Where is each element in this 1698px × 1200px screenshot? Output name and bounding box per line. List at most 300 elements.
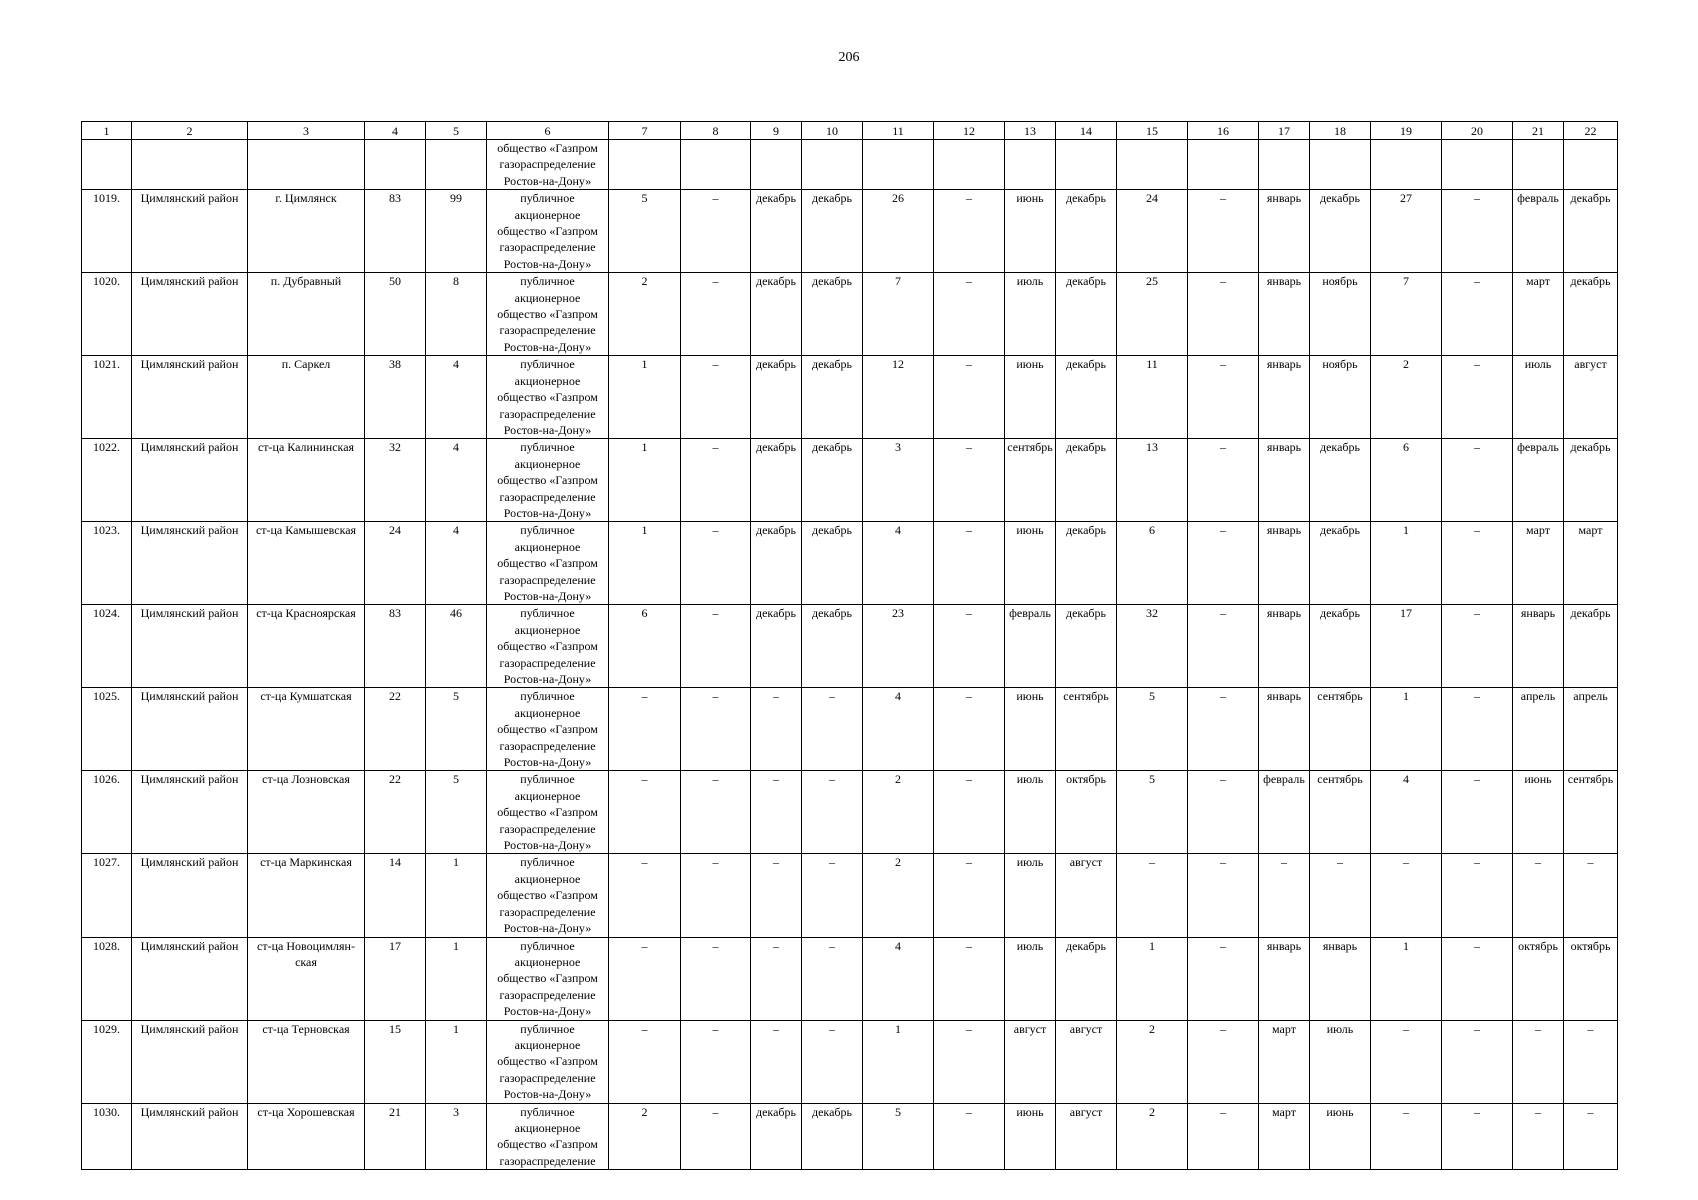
column-number-19: 19 <box>1371 122 1442 140</box>
cell-col-11: 4 <box>863 937 934 1020</box>
cell-col-13: август <box>1005 1020 1056 1103</box>
cell-col-6: публичное акционерное общество «Газпром газораспределение Ростов-на-Дону» <box>487 937 609 1020</box>
cell-col-15: 32 <box>1117 605 1188 688</box>
cell-col-22: октябрь <box>1564 937 1618 1020</box>
cell-col-7: – <box>609 937 681 1020</box>
cell-col-16: – <box>1188 439 1259 522</box>
cell-col-9: декабрь <box>751 1103 802 1170</box>
cell-col-15: 5 <box>1117 771 1188 854</box>
cell-col-4: 17 <box>365 937 426 1020</box>
cell-col-12: – <box>934 854 1005 937</box>
cell-col-16: – <box>1188 273 1259 356</box>
cell-col-3: г. Цимлянск <box>248 190 365 273</box>
cell-col-19: 1 <box>1371 688 1442 771</box>
cell-col-15: 25 <box>1117 273 1188 356</box>
cell-col-4: 32 <box>365 439 426 522</box>
cell-col-9: – <box>751 854 802 937</box>
cell-col-14: сентябрь <box>1056 688 1117 771</box>
cell-col-8 <box>681 140 751 190</box>
cell-col-5: 3 <box>426 1103 487 1170</box>
cell-col-3: п. Саркел <box>248 356 365 439</box>
cell-col-22: март <box>1564 522 1618 605</box>
cell-col-14: декабрь <box>1056 273 1117 356</box>
cell-col-11: 26 <box>863 190 934 273</box>
cell-col-21: июнь <box>1513 771 1564 854</box>
cell-col-13: июнь <box>1005 688 1056 771</box>
cell-col-7: – <box>609 1020 681 1103</box>
table-body <box>82 140 1618 1170</box>
cell-col-5: 4 <box>426 522 487 605</box>
table-row <box>82 937 1618 1020</box>
cell-col-6: публичное акционерное общество «Газпром газораспределение <box>487 1103 609 1170</box>
cell-col-17: январь <box>1259 356 1310 439</box>
cell-col-4 <box>365 140 426 190</box>
cell-col-17 <box>1259 140 1310 190</box>
cell-col-19: 7 <box>1371 273 1442 356</box>
column-number-21: 21 <box>1513 122 1564 140</box>
cell-col-15: 5 <box>1117 688 1188 771</box>
cell-col-13 <box>1005 140 1056 190</box>
cell-col-3: ст-ца Калининская <box>248 439 365 522</box>
cell-col-16 <box>1188 140 1259 190</box>
cell-col-21: – <box>1513 1020 1564 1103</box>
cell-col-12: – <box>934 273 1005 356</box>
cell-col-13: июнь <box>1005 522 1056 605</box>
cell-col-2: Цимлянский район <box>132 854 248 937</box>
cell-col-17: март <box>1259 1103 1310 1170</box>
cell-col-2: Цимлянский район <box>132 771 248 854</box>
cell-col-11: 1 <box>863 1020 934 1103</box>
cell-col-4: 83 <box>365 605 426 688</box>
cell-col-18: ноябрь <box>1310 356 1371 439</box>
cell-col-10: – <box>802 688 863 771</box>
cell-col-2: Цимлянский район <box>132 356 248 439</box>
cell-col-7: 2 <box>609 1103 681 1170</box>
cell-col-6: публичное акционерное общество «Газпром газораспределение Ростов-на-Дону» <box>487 688 609 771</box>
cell-col-16: – <box>1188 605 1259 688</box>
table-row <box>82 854 1618 937</box>
cell-col-20: – <box>1442 522 1513 605</box>
cell-col-5: 1 <box>426 1020 487 1103</box>
cell-col-11: 4 <box>863 522 934 605</box>
cell-col-5: 99 <box>426 190 487 273</box>
table-row <box>82 688 1618 771</box>
column-number-5: 5 <box>426 122 487 140</box>
cell-col-9: – <box>751 688 802 771</box>
cell-col-4: 22 <box>365 688 426 771</box>
cell-col-17: январь <box>1259 937 1310 1020</box>
cell-col-6: публичное акционерное общество «Газпром газораспределение Ростов-на-Дону» <box>487 771 609 854</box>
cell-col-5: 46 <box>426 605 487 688</box>
cell-col-18: сентябрь <box>1310 688 1371 771</box>
cell-col-9: – <box>751 1020 802 1103</box>
table-row <box>82 605 1618 688</box>
cell-col-18: июнь <box>1310 1103 1371 1170</box>
cell-col-14: октябрь <box>1056 771 1117 854</box>
cell-col-10 <box>802 140 863 190</box>
table-row <box>82 1020 1618 1103</box>
cell-col-12: – <box>934 937 1005 1020</box>
cell-col-8: – <box>681 688 751 771</box>
cell-col-4: 22 <box>365 771 426 854</box>
cell-col-6: публичное акционерное общество «Газпром газораспределение Ростов-на-Дону» <box>487 190 609 273</box>
column-number-20: 20 <box>1442 122 1513 140</box>
cell-col-19 <box>1371 140 1442 190</box>
cell-col-8: – <box>681 937 751 1020</box>
cell-col-16: – <box>1188 854 1259 937</box>
cell-col-16: – <box>1188 937 1259 1020</box>
column-number-4: 4 <box>365 122 426 140</box>
cell-col-21: – <box>1513 854 1564 937</box>
cell-col-7: 1 <box>609 522 681 605</box>
cell-col-3: п. Дубравный <box>248 273 365 356</box>
cell-col-14: декабрь <box>1056 522 1117 605</box>
cell-col-18: декабрь <box>1310 439 1371 522</box>
cell-col-2: Цимлянский район <box>132 522 248 605</box>
cell-col-20: – <box>1442 605 1513 688</box>
cell-col-3: ст-ца Лозновская <box>248 771 365 854</box>
cell-col-18 <box>1310 140 1371 190</box>
data-table <box>81 121 1618 1170</box>
cell-col-20: – <box>1442 771 1513 854</box>
cell-col-3: ст-ца Маркинская <box>248 854 365 937</box>
cell-col-15: 1 <box>1117 937 1188 1020</box>
column-number-3: 3 <box>248 122 365 140</box>
cell-col-4: 38 <box>365 356 426 439</box>
cell-col-18: июль <box>1310 1020 1371 1103</box>
cell-col-1: 1025. <box>82 688 132 771</box>
cell-col-13: сентябрь <box>1005 439 1056 522</box>
cell-col-14: декабрь <box>1056 439 1117 522</box>
cell-col-7: – <box>609 854 681 937</box>
cell-col-6: публичное акционерное общество «Газпром газораспределение Ростов-на-Дону» <box>487 854 609 937</box>
cell-col-19: 1 <box>1371 937 1442 1020</box>
cell-col-10: декабрь <box>802 356 863 439</box>
cell-col-10: декабрь <box>802 522 863 605</box>
cell-col-1: 1028. <box>82 937 132 1020</box>
cell-col-9: декабрь <box>751 190 802 273</box>
cell-col-20: – <box>1442 1103 1513 1170</box>
cell-col-11: 4 <box>863 688 934 771</box>
cell-col-16: – <box>1188 190 1259 273</box>
cell-col-16: – <box>1188 771 1259 854</box>
cell-col-11: 7 <box>863 273 934 356</box>
cell-col-8: – <box>681 1103 751 1170</box>
cell-col-9: – <box>751 937 802 1020</box>
table-row <box>82 522 1618 605</box>
cell-col-12: – <box>934 771 1005 854</box>
cell-col-22 <box>1564 140 1618 190</box>
column-number-row <box>82 122 1618 140</box>
cell-col-18: декабрь <box>1310 190 1371 273</box>
cell-col-10: декабрь <box>802 190 863 273</box>
cell-col-20: – <box>1442 688 1513 771</box>
cell-col-3: ст-ца Терновская <box>248 1020 365 1103</box>
cell-col-14: декабрь <box>1056 605 1117 688</box>
cell-col-22: декабрь <box>1564 273 1618 356</box>
cell-col-2: Цимлянский район <box>132 688 248 771</box>
cell-col-19: – <box>1371 1020 1442 1103</box>
cell-col-16: – <box>1188 688 1259 771</box>
column-number-17: 17 <box>1259 122 1310 140</box>
cell-col-4: 83 <box>365 190 426 273</box>
cell-col-8: – <box>681 356 751 439</box>
cell-col-18: сентябрь <box>1310 771 1371 854</box>
cell-col-4: 50 <box>365 273 426 356</box>
cell-col-2: Цимлянский район <box>132 605 248 688</box>
cell-col-13: июнь <box>1005 190 1056 273</box>
cell-col-20 <box>1442 140 1513 190</box>
cell-col-7: – <box>609 771 681 854</box>
cell-col-1: 1021. <box>82 356 132 439</box>
cell-col-3: ст-ца Красноярская <box>248 605 365 688</box>
cell-col-8: – <box>681 273 751 356</box>
cell-col-2: Цимлянский район <box>132 1020 248 1103</box>
table-row <box>82 273 1618 356</box>
cell-col-22: – <box>1564 1020 1618 1103</box>
cell-col-18: ноябрь <box>1310 273 1371 356</box>
cell-col-1: 1020. <box>82 273 132 356</box>
cell-col-6: публичное акционерное общество «Газпром газораспределение Ростов-на-Дону» <box>487 356 609 439</box>
cell-col-13: февраль <box>1005 605 1056 688</box>
cell-col-21: март <box>1513 273 1564 356</box>
cell-col-12: – <box>934 190 1005 273</box>
cell-col-10: декабрь <box>802 605 863 688</box>
cell-col-12: – <box>934 356 1005 439</box>
cell-col-11: 23 <box>863 605 934 688</box>
cell-col-1 <box>82 140 132 190</box>
cell-col-8: – <box>681 605 751 688</box>
cell-col-14: декабрь <box>1056 937 1117 1020</box>
cell-col-20: – <box>1442 356 1513 439</box>
cell-col-17: январь <box>1259 273 1310 356</box>
cell-col-1: 1027. <box>82 854 132 937</box>
cell-col-9: декабрь <box>751 605 802 688</box>
cell-col-21: февраль <box>1513 190 1564 273</box>
column-number-18: 18 <box>1310 122 1371 140</box>
cell-col-3 <box>248 140 365 190</box>
cell-col-13: июль <box>1005 937 1056 1020</box>
cell-col-22: апрель <box>1564 688 1618 771</box>
cell-col-8: – <box>681 1020 751 1103</box>
cell-col-9: – <box>751 771 802 854</box>
cell-col-22: декабрь <box>1564 439 1618 522</box>
cell-col-2: Цимлянский район <box>132 273 248 356</box>
cell-col-22: август <box>1564 356 1618 439</box>
cell-col-12: – <box>934 688 1005 771</box>
cell-col-20: – <box>1442 190 1513 273</box>
cell-col-17: февраль <box>1259 771 1310 854</box>
cell-col-12: – <box>934 522 1005 605</box>
cell-col-6: публичное акционерное общество «Газпром газораспределение Ростов-на-Дону» <box>487 1020 609 1103</box>
cell-col-15: 2 <box>1117 1020 1188 1103</box>
cell-col-17: январь <box>1259 688 1310 771</box>
cell-col-16: – <box>1188 356 1259 439</box>
cell-col-20: – <box>1442 1020 1513 1103</box>
cell-col-19: 6 <box>1371 439 1442 522</box>
column-number-6: 6 <box>487 122 609 140</box>
cell-col-9 <box>751 140 802 190</box>
cell-col-21: октябрь <box>1513 937 1564 1020</box>
column-number-1: 1 <box>82 122 132 140</box>
cell-col-17: январь <box>1259 190 1310 273</box>
cell-col-1: 1024. <box>82 605 132 688</box>
cell-col-3: ст-ца Новоцимлян-ская <box>248 937 365 1020</box>
column-number-12: 12 <box>934 122 1005 140</box>
cell-col-11 <box>863 140 934 190</box>
cell-col-1: 1029. <box>82 1020 132 1103</box>
cell-col-8: – <box>681 190 751 273</box>
cell-col-10: – <box>802 937 863 1020</box>
cell-col-22: сентябрь <box>1564 771 1618 854</box>
cell-col-1: 1030. <box>82 1103 132 1170</box>
cell-col-22: декабрь <box>1564 190 1618 273</box>
cell-col-19: 1 <box>1371 522 1442 605</box>
cell-col-17: январь <box>1259 522 1310 605</box>
cell-col-12: – <box>934 605 1005 688</box>
cell-col-10: декабрь <box>802 439 863 522</box>
cell-col-14: август <box>1056 854 1117 937</box>
cell-col-5: 1 <box>426 854 487 937</box>
cell-col-20: – <box>1442 854 1513 937</box>
cell-col-5: 4 <box>426 439 487 522</box>
table-row <box>82 190 1618 273</box>
cell-col-15: 13 <box>1117 439 1188 522</box>
table-row <box>82 771 1618 854</box>
column-number-9: 9 <box>751 122 802 140</box>
cell-col-3: ст-ца Кумшатская <box>248 688 365 771</box>
cell-col-4: 15 <box>365 1020 426 1103</box>
cell-col-19: 2 <box>1371 356 1442 439</box>
cell-col-2: Цимлянский район <box>132 439 248 522</box>
column-number-15: 15 <box>1117 122 1188 140</box>
cell-col-4: 24 <box>365 522 426 605</box>
cell-col-14: декабрь <box>1056 190 1117 273</box>
cell-col-2: Цимлянский район <box>132 937 248 1020</box>
table-row <box>82 439 1618 522</box>
cell-col-21: апрель <box>1513 688 1564 771</box>
cell-col-13: июнь <box>1005 1103 1056 1170</box>
column-number-14: 14 <box>1056 122 1117 140</box>
cell-col-10: – <box>802 1020 863 1103</box>
column-number-2: 2 <box>132 122 248 140</box>
column-number-13: 13 <box>1005 122 1056 140</box>
cell-col-7: 2 <box>609 273 681 356</box>
cell-col-7: 1 <box>609 356 681 439</box>
cell-col-1: 1023. <box>82 522 132 605</box>
column-number-22: 22 <box>1564 122 1618 140</box>
cell-col-5: 5 <box>426 771 487 854</box>
cell-col-13: июль <box>1005 854 1056 937</box>
cell-col-6: публичное акционерное общество «Газпром газораспределение Ростов-на-Дону» <box>487 439 609 522</box>
cell-col-12: – <box>934 439 1005 522</box>
cell-col-19: 4 <box>1371 771 1442 854</box>
cell-col-15: 6 <box>1117 522 1188 605</box>
cell-col-6: публичное акционерное общество «Газпром газораспределение Ростов-на-Дону» <box>487 605 609 688</box>
cell-col-9: декабрь <box>751 522 802 605</box>
cell-col-14: август <box>1056 1020 1117 1103</box>
cell-col-12: – <box>934 1103 1005 1170</box>
column-number-7: 7 <box>609 122 681 140</box>
cell-col-4: 14 <box>365 854 426 937</box>
cell-col-7: 5 <box>609 190 681 273</box>
cell-col-21 <box>1513 140 1564 190</box>
page-number: 206 <box>838 50 860 65</box>
cell-col-8: – <box>681 771 751 854</box>
cell-col-6: публичное акционерное общество «Газпром газораспределение Ростов-на-Дону» <box>487 522 609 605</box>
cell-col-5: 1 <box>426 937 487 1020</box>
cell-col-8: – <box>681 522 751 605</box>
cell-col-14 <box>1056 140 1117 190</box>
cell-col-5: 5 <box>426 688 487 771</box>
cell-col-2 <box>132 140 248 190</box>
cell-col-19: 17 <box>1371 605 1442 688</box>
cell-col-13: июль <box>1005 771 1056 854</box>
cell-col-7 <box>609 140 681 190</box>
cell-col-21: март <box>1513 522 1564 605</box>
cell-col-19: – <box>1371 1103 1442 1170</box>
cell-col-8: – <box>681 439 751 522</box>
cell-col-8: – <box>681 854 751 937</box>
cell-col-3: ст-ца Камышевская <box>248 522 365 605</box>
cell-col-17: январь <box>1259 439 1310 522</box>
cell-col-13: июнь <box>1005 356 1056 439</box>
cell-col-18: декабрь <box>1310 522 1371 605</box>
cell-col-4: 21 <box>365 1103 426 1170</box>
cell-col-20: – <box>1442 273 1513 356</box>
cell-col-9: декабрь <box>751 273 802 356</box>
cell-col-2: Цимлянский район <box>132 1103 248 1170</box>
cell-col-18: январь <box>1310 937 1371 1020</box>
cell-col-12 <box>934 140 1005 190</box>
table-row <box>82 1103 1618 1170</box>
cell-col-12: – <box>934 1020 1005 1103</box>
cell-col-15: 11 <box>1117 356 1188 439</box>
cell-col-1: 1026. <box>82 771 132 854</box>
cell-col-13: июль <box>1005 273 1056 356</box>
cell-col-17: март <box>1259 1020 1310 1103</box>
cell-col-5 <box>426 140 487 190</box>
cell-col-15: 24 <box>1117 190 1188 273</box>
cell-col-10: декабрь <box>802 1103 863 1170</box>
cell-col-5: 4 <box>426 356 487 439</box>
cell-col-17: – <box>1259 854 1310 937</box>
cell-col-22: декабрь <box>1564 605 1618 688</box>
cell-col-15: – <box>1117 854 1188 937</box>
cell-col-7: 1 <box>609 439 681 522</box>
cell-col-6: публичное акционерное общество «Газпром газораспределение Ростов-на-Дону» <box>487 273 609 356</box>
column-number-16: 16 <box>1188 122 1259 140</box>
cell-col-10: – <box>802 854 863 937</box>
cell-col-7: 6 <box>609 605 681 688</box>
cell-col-9: декабрь <box>751 439 802 522</box>
cell-col-10: декабрь <box>802 273 863 356</box>
table-row <box>82 356 1618 439</box>
column-number-11: 11 <box>863 122 934 140</box>
cell-col-14: август <box>1056 1103 1117 1170</box>
cell-col-5: 8 <box>426 273 487 356</box>
cell-col-11: 5 <box>863 1103 934 1170</box>
cell-col-16: – <box>1188 522 1259 605</box>
cell-col-9: декабрь <box>751 356 802 439</box>
cell-col-1: 1022. <box>82 439 132 522</box>
cell-col-6: общество «Газпром газораспределение Ростов-на-Дону» <box>487 140 609 190</box>
cell-col-21: – <box>1513 1103 1564 1170</box>
cell-col-11: 12 <box>863 356 934 439</box>
cell-col-22: – <box>1564 854 1618 937</box>
cell-col-16: – <box>1188 1020 1259 1103</box>
cell-col-18: декабрь <box>1310 605 1371 688</box>
